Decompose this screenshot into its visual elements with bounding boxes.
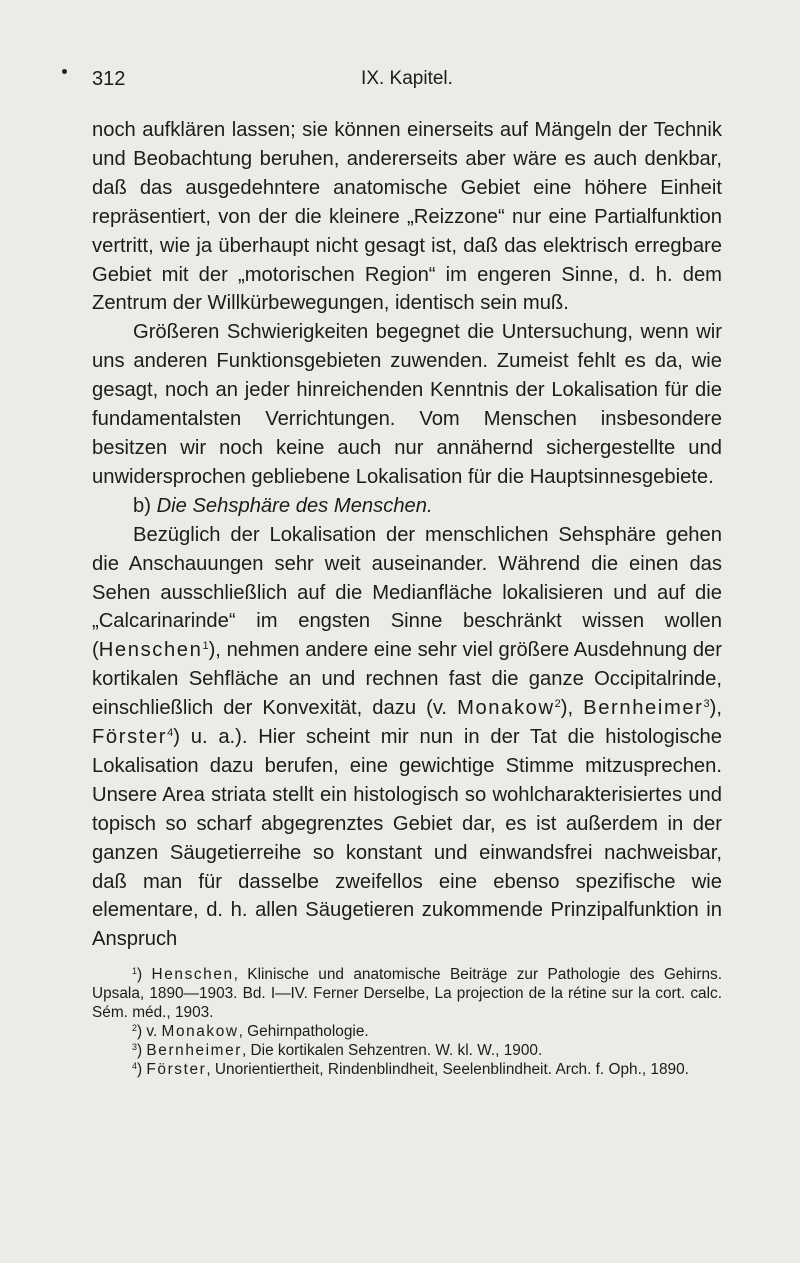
body-text: [92, 116, 722, 954]
book-page: [92, 66, 722, 1079]
footnote-text: , Klinische und anatomische Beiträge zur Pathologie des Gehirns. Upsala, 1890—1903. Bd. I—IV. Ferner Derselbe, La projection de la rétine sur la cort. calc. Sém. méd., 1903.: [92, 966, 722, 1022]
paragraph-2: Größeren Schwierigkeiten begegnet die Untersuchung, wenn wir uns anderen Funktionsgebieten zuwenden. Zumeist fehlt es da, wie gesagt, noch an jeder hinreichenden Kenntnis der Lokalisation für die fundamentalsten Verrichtungen. Vom Menschen insbesondere besitzen wir noch keine auch nur annähernd sichergestellte und unwidersprochen gebliebene Lokalisation für die Hauptsinnesgebiete.: [92, 321, 722, 488]
paragraph-3: [92, 521, 722, 955]
footnote-author: Bernheimer: [146, 1042, 242, 1060]
footnote-3: $^3$) Bernheimer, Die kortikalen Sehzentren. W. kl. W., 1900.: [132, 1042, 543, 1060]
footnote-text: , Die kortikalen Sehzentren. W. kl. W., 1900.: [241, 1042, 543, 1060]
footnote-ref-2[interactable]: 2: [554, 698, 561, 711]
paragraph-3-part-c: ),: [560, 697, 584, 720]
chapter-title: IX. Kapitel.: [361, 68, 453, 89]
footnote-4: $^4$) Förster, Unorientiertheit, Rindenblindheit, Seelenblindheit. Arch. f. Oph., 1890.: [132, 1061, 689, 1079]
paragraph-3-part-a: Bezüglich der Lokalisation der menschlichen Sehsphäre gehen die Anschauungen sehr weit auseinander. Während die einen das Sehen ausschließlich auf die Medianfläche lokalisieren und auf die „Calcarinarinde“ im engsten Sinne beschränkt wissen wollen (: [92, 523, 722, 662]
paragraph-3-part-b: ), nehmen andere eine sehr viel größere Ausdehnung der kortikalen Sehfläche an und rechnen fast die ganze Occipitalrinde, einschließlich der Konvexität, dazu (v.: [92, 639, 722, 720]
footnote-mark: 2: [132, 1023, 138, 1034]
footnote-1: $^1$) Henschen, Klinische und anatomische Beiträge zur Pathologie des Gehirns. Upsala, 1890—1903. Bd. I—IV. Ferner Derselbe, La projection de la rétine sur la cort. calc. Sém. méd., 1903.: [92, 966, 722, 1022]
footnote-ref-1[interactable]: 1: [202, 640, 209, 653]
author-foerster: Förster: [92, 726, 168, 749]
section-heading: [92, 492, 722, 521]
running-head: [92, 66, 722, 94]
section-label: b): [133, 494, 151, 517]
footnote-mark: 1: [132, 966, 138, 977]
footnote-author: Förster: [146, 1061, 207, 1079]
footnote-author: Henschen: [151, 966, 234, 984]
page-number: 312: [92, 68, 126, 90]
footnote-mark: 4: [132, 1061, 138, 1072]
footnote-2: $^2$) v. Monakow, Gehirnpathologie.: [132, 1023, 369, 1041]
footnote-author-prefix: v.: [146, 1023, 162, 1041]
section-title: Die Sehsphäre des Menschen.: [156, 494, 433, 517]
footnote-ref-4[interactable]: 4: [167, 727, 174, 740]
paragraph-3-part-d: ),: [709, 697, 722, 720]
footnote-mark: 3: [132, 1042, 138, 1053]
author-henschen: Henschen: [98, 639, 203, 662]
page-mark-dot: [62, 69, 67, 74]
author-monakow: Monakow: [457, 697, 555, 720]
footnotes: [92, 965, 722, 1079]
footnote-text: , Unorientiertheit, Rindenblindheit, Seelenblindheit. Arch. f. Oph., 1890.: [206, 1061, 689, 1079]
author-bernheimer: Bernheimer: [583, 697, 704, 720]
footnote-ref-3[interactable]: 3: [703, 698, 710, 711]
paragraph-3-part-e: ) u. a.). Hier scheint mir nun in der Tat die histologische Lokalisation dazu berufen, eine gewichtige Stimme mitzusprechen. Unsere Area striata stellt ein histologisch so wohlcharakterisiertes und topisch so scharf abgegrenztes Gebiet dar, es ist außerdem in der ganzen Säugetierreihe so konstant und einwandsfrei nachweisbar, daß man für dasselbe zweifellos eine ebenso spezifische wie elementare, d. h. allen Säugetieren zukommende Prinzipalfunktion in Anspruch: [92, 726, 722, 951]
paragraph-1: noch aufklären lassen; sie können einerseits auf Mängeln der Technik und Beobachtung beruhen, andererseits aber wäre es auch denkbar, daß das ausgedehntere anatomische Gebiet eine höhere Einheit repräsentiert, von der die kleinere „Reizzone“ nur eine Partialfunktion vertritt, wie ja überhaupt nicht gesagt ist, daß das elektrisch erregbare Gebiet mit der „motorischen Region“ im engeren Sinne, d. h. dem Zentrum der Willkürbewegungen, identisch sein muß.: [92, 119, 722, 315]
footnote-text: , Gehirnpathologie.: [238, 1023, 369, 1041]
footnote-author: Monakow: [161, 1023, 239, 1041]
